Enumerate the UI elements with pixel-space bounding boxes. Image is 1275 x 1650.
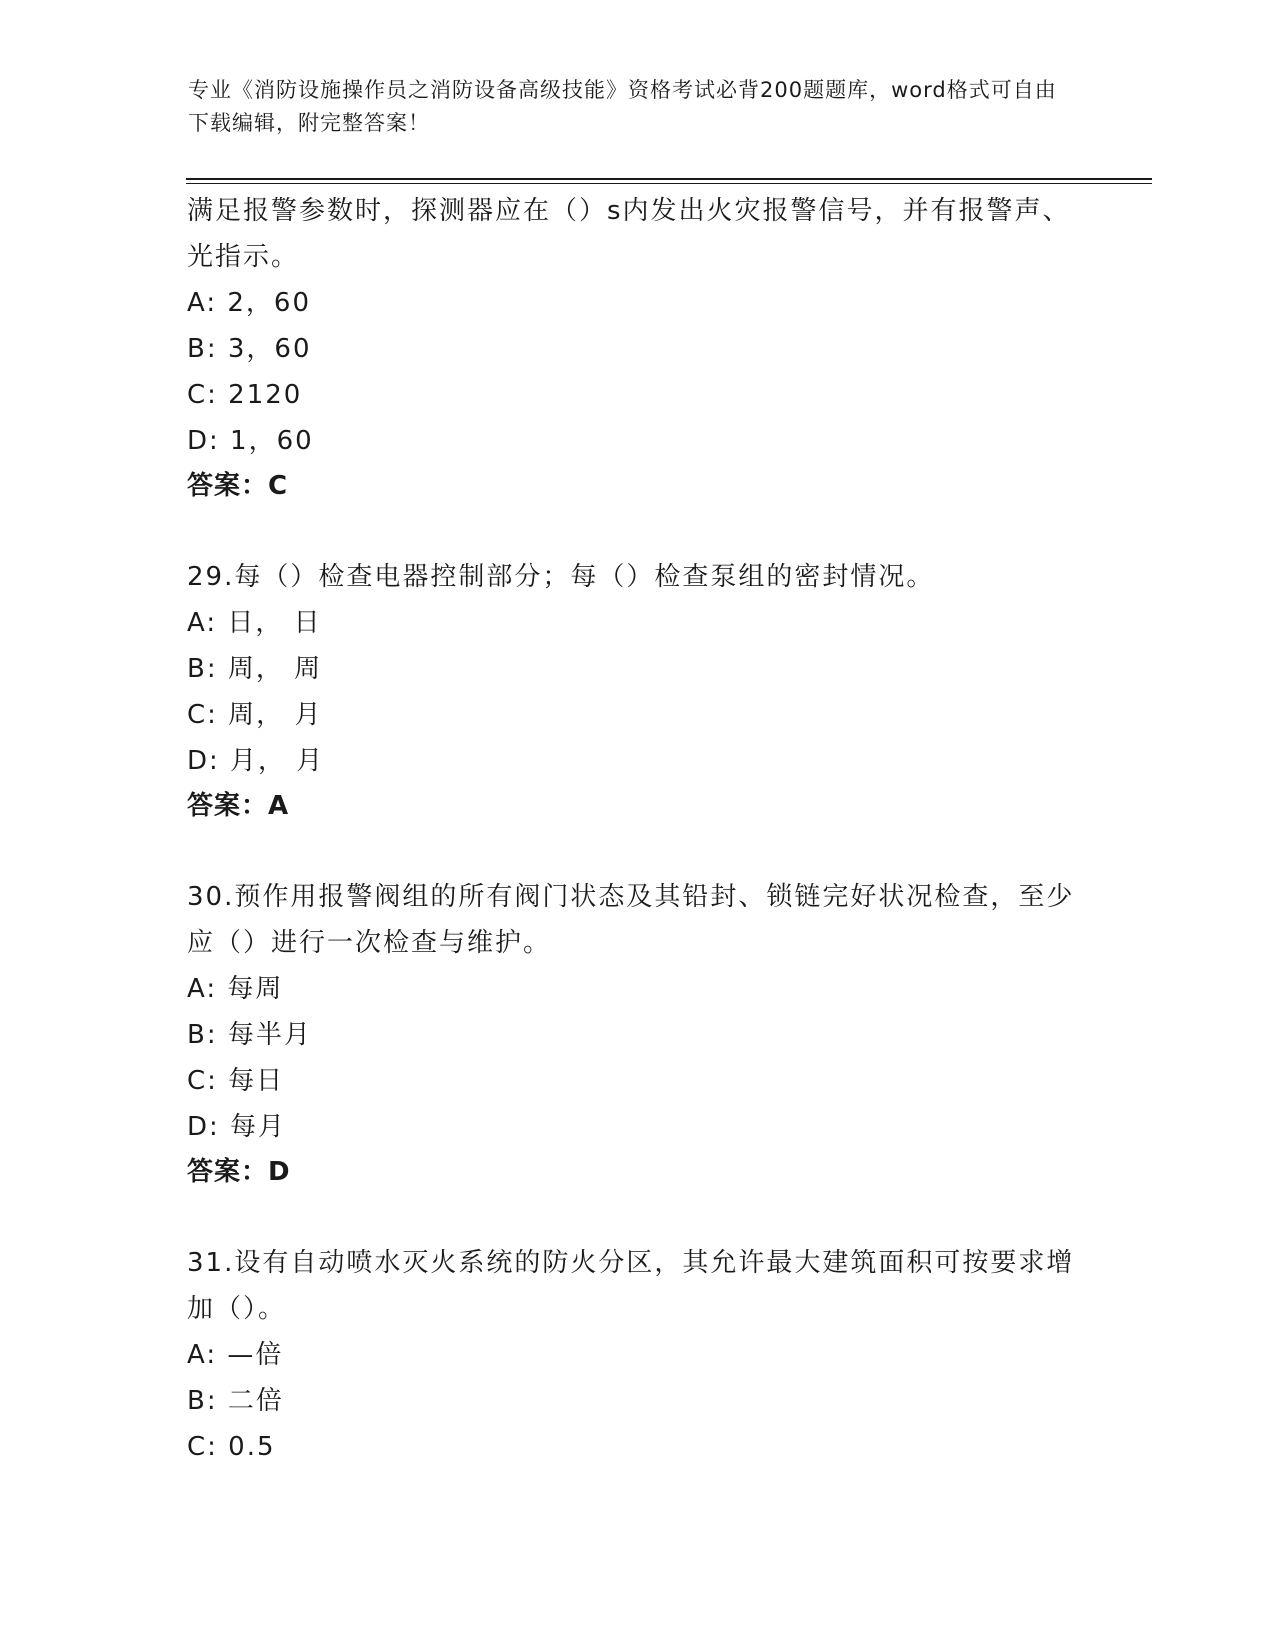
option-c: C: 每日: [187, 1066, 285, 1096]
header-rule-thin: [186, 183, 1152, 184]
question-stem: 满足报警参数时，探测器应在（）s内发出火灾报警信号，并有报警声、光指示。: [187, 196, 1071, 272]
answer-line: 答案：A: [187, 791, 290, 821]
option-a: A: 日， 日: [187, 608, 322, 638]
answer-line: 答案：C: [187, 471, 289, 501]
question-stem: 29.每（）检查电器控制部分；每（）检查泵组的密封情况。: [187, 562, 935, 592]
option-b: B: 二倍: [187, 1386, 284, 1416]
header-rule-thick: [186, 178, 1152, 180]
question-block: [187, 874, 1087, 1194]
option-a: A: 每周: [187, 974, 284, 1004]
option-b: B: 周， 周: [187, 654, 323, 684]
question-block: [187, 1240, 1087, 1470]
option-b: B: 3，60: [187, 334, 312, 364]
question-block: [187, 554, 1087, 828]
option-a: A: —倍: [187, 1340, 284, 1370]
option-a: A: 2，60: [187, 288, 311, 318]
question-list: [187, 188, 1087, 1516]
option-c: C: 周， 月: [187, 700, 323, 730]
option-c: C: 2120: [187, 380, 303, 410]
option-c: C: 0.5: [187, 1432, 276, 1462]
option-b: B: 每半月: [187, 1020, 312, 1050]
answer-line: 答案：D: [187, 1157, 291, 1187]
question-stem: 31.设有自动喷水灭火系统的防火分区，其允许最大建筑面积可按要求增加（）。: [187, 1248, 1075, 1324]
question-stem: 30.预作用报警阀组的所有阀门状态及其铅封、锁链完好状况检查，至少应（）进行一次检查与维护。: [187, 882, 1075, 958]
option-d: D: 月， 月: [187, 746, 325, 776]
option-d: D: 1，60: [187, 426, 314, 456]
document-header: 专业《消防设施操作员之消防设备高级技能》资格考试必背200题题库，word格式可自由下载编辑，附完整答案！: [188, 78, 1057, 135]
question-block: [187, 188, 1087, 508]
option-d: D: 每月: [187, 1112, 287, 1142]
